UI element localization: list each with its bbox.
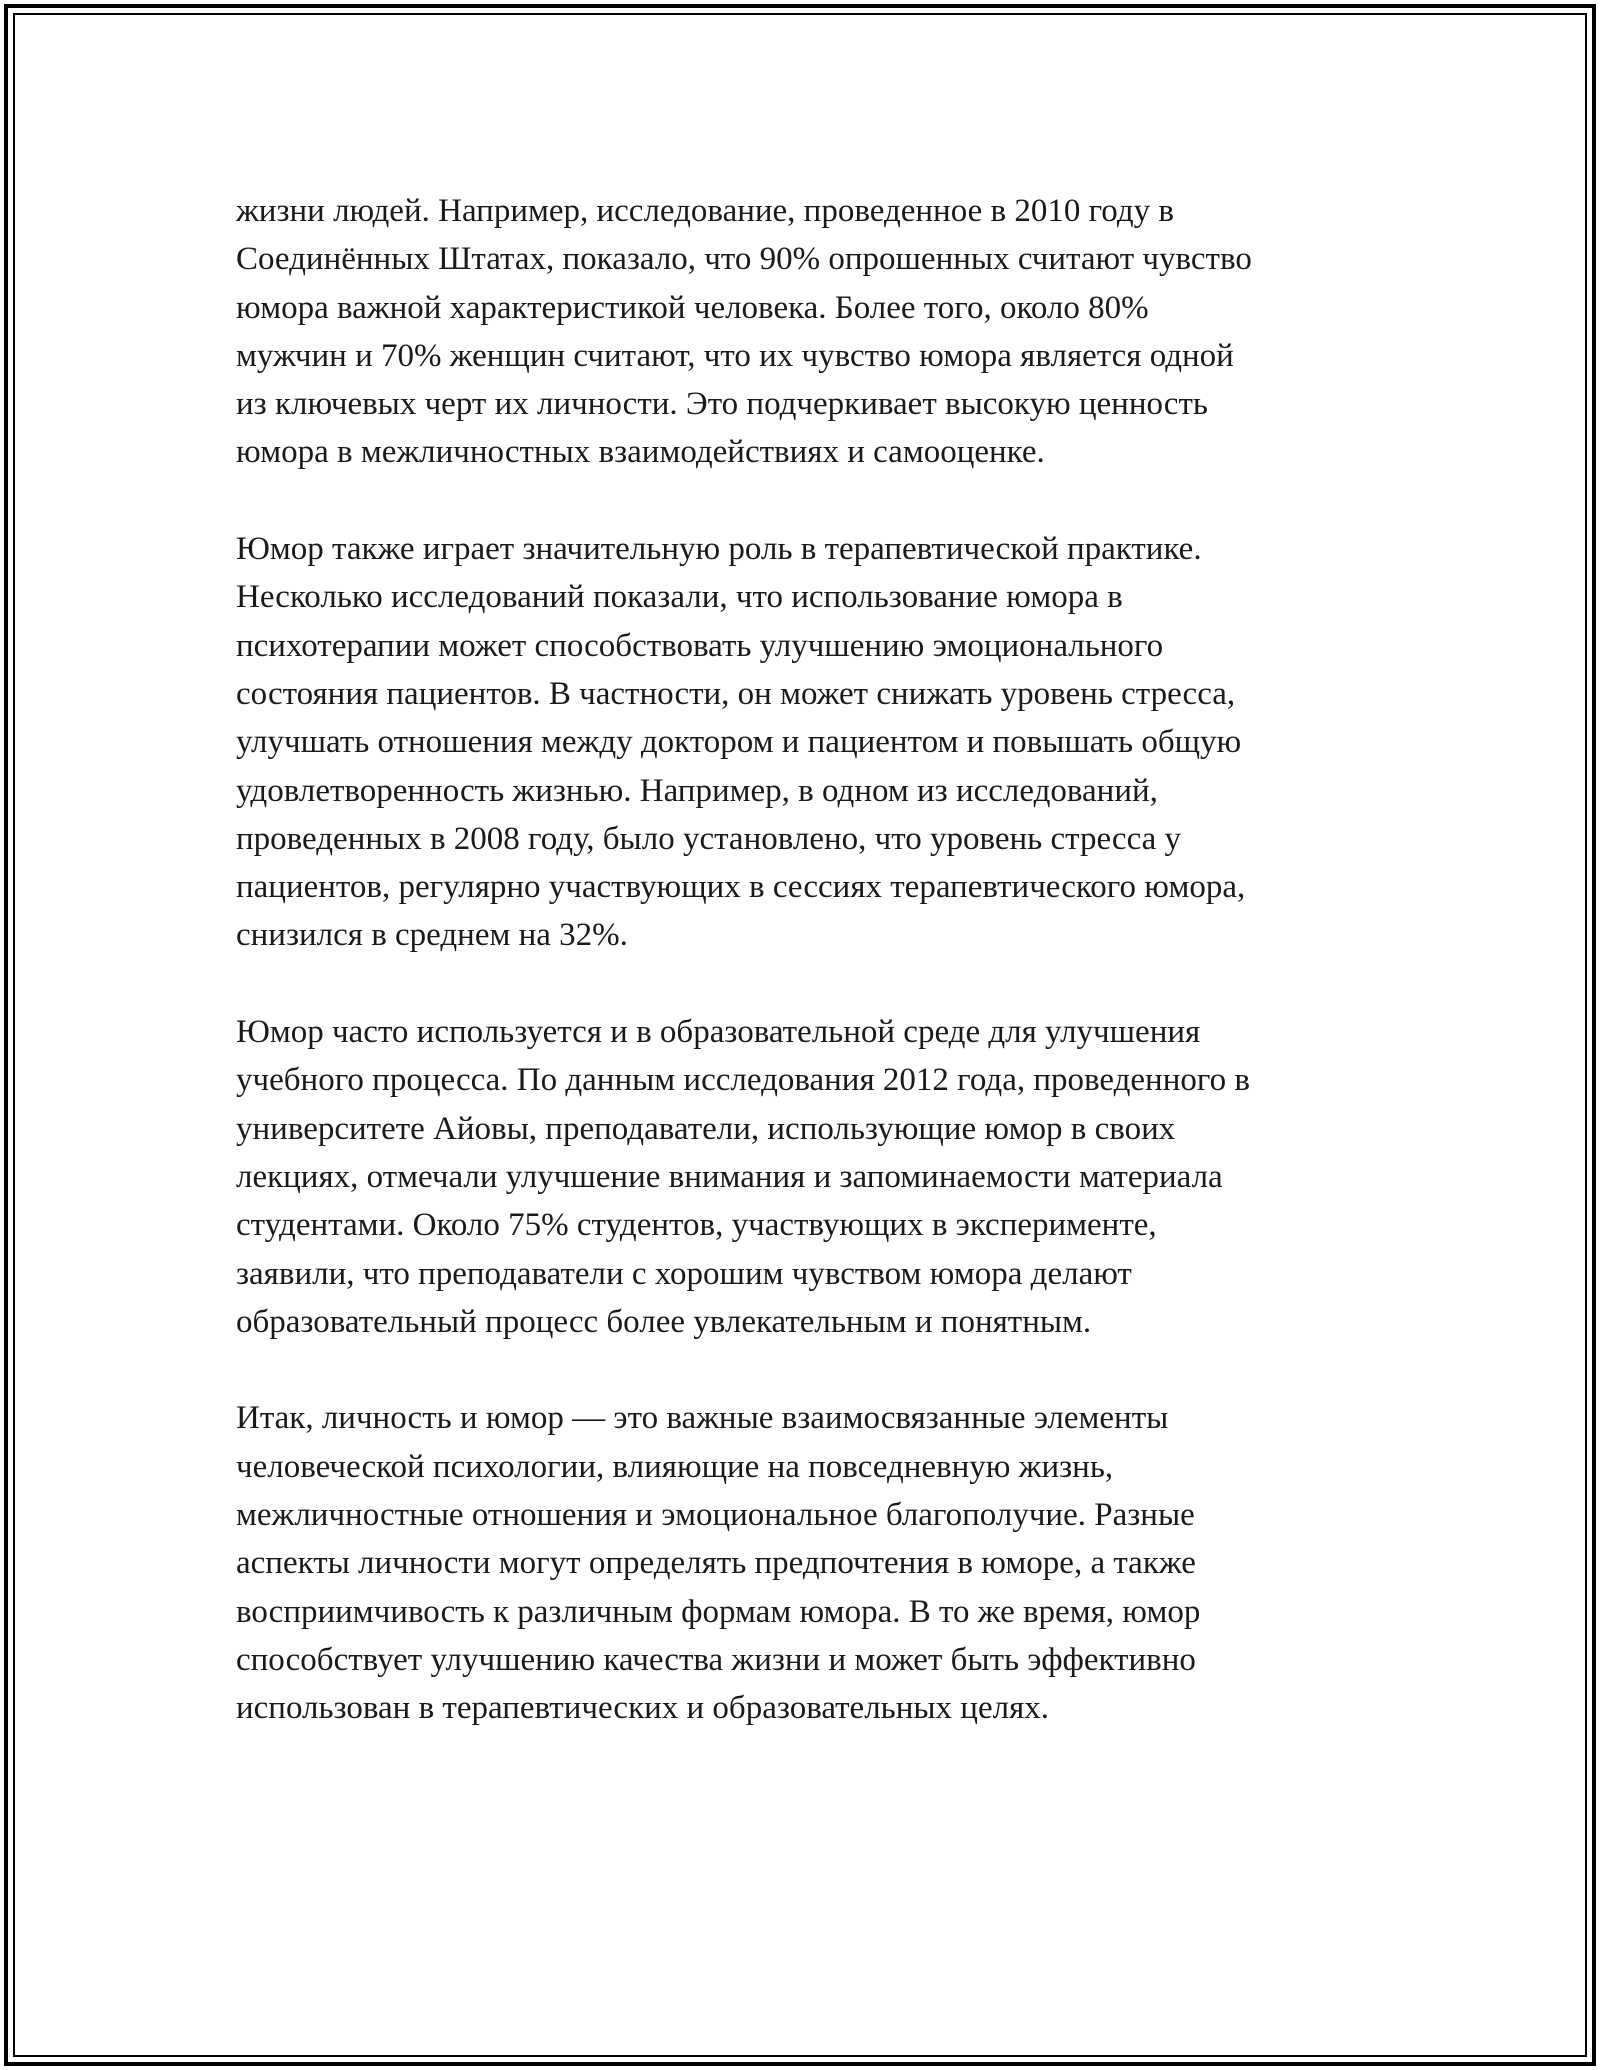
paragraph-conclusion: Итак, личность и юмор — это важные взаимосвязанные элементы человеческой психологии, влияющие на повседневную жизнь, межличностные отношения и эмоциональное благополучие. Разные аспекты личности могут определять предпочтения в юморе, а также восприимчивость к различным формам юмора. В то же время, юмор способствует улучшению качества жизни и может быть эффективно использован в терапевтических и образовательных целях. bbox=[236, 1400, 1201, 1727]
document-body bbox=[236, 187, 1386, 1733]
paragraph-survey-statistics: жизни людей. Например, исследование, проведенное в 2010 году в Соединённых Штатах, показало, что 90% опрошенных считают чувство юмора важной характеристикой человека. Более того, около 80% мужчин и 70% женщин считают, что их чувство юмора является одной из ключевых черт их личности. Это подчеркивает высокую ценность юмора в межличностных взаимодействиях и самооценке. bbox=[236, 193, 1252, 471]
paragraph-educational-humor: Юмор часто используется и в образовательной среде для улучшения учебного процесса. По данным исследования 2012 года, проведенного в университете Айовы, преподаватели, использующие юмор в своих лекциях, отмечали улучшение внимания и запоминаемости материала студентами. Около 75% студентов, участвующих в эксперименте, заявили, что преподаватели с хорошим чувством юмора делают образовательный процесс более увлекательным и понятным. bbox=[236, 1014, 1250, 1340]
paragraph-therapeutic-humor: Юмор также играет значительную роль в терапевтической практике. Несколько исследований показали, что использование юмора в психотерапии может способствовать улучшению эмоционального состояния пациентов. В частности, он может снижать уровень стресса, улучшать отношения между доктором и пациентом и повышать общую удовлетворенность жизнью. Например, в одном из исследований, проведенных в 2008 году, было установлено, что уровень стресса у пациентов, регулярно участвующих в сессиях терапевтического юмора, снизился в среднем на 32%. bbox=[236, 531, 1246, 954]
